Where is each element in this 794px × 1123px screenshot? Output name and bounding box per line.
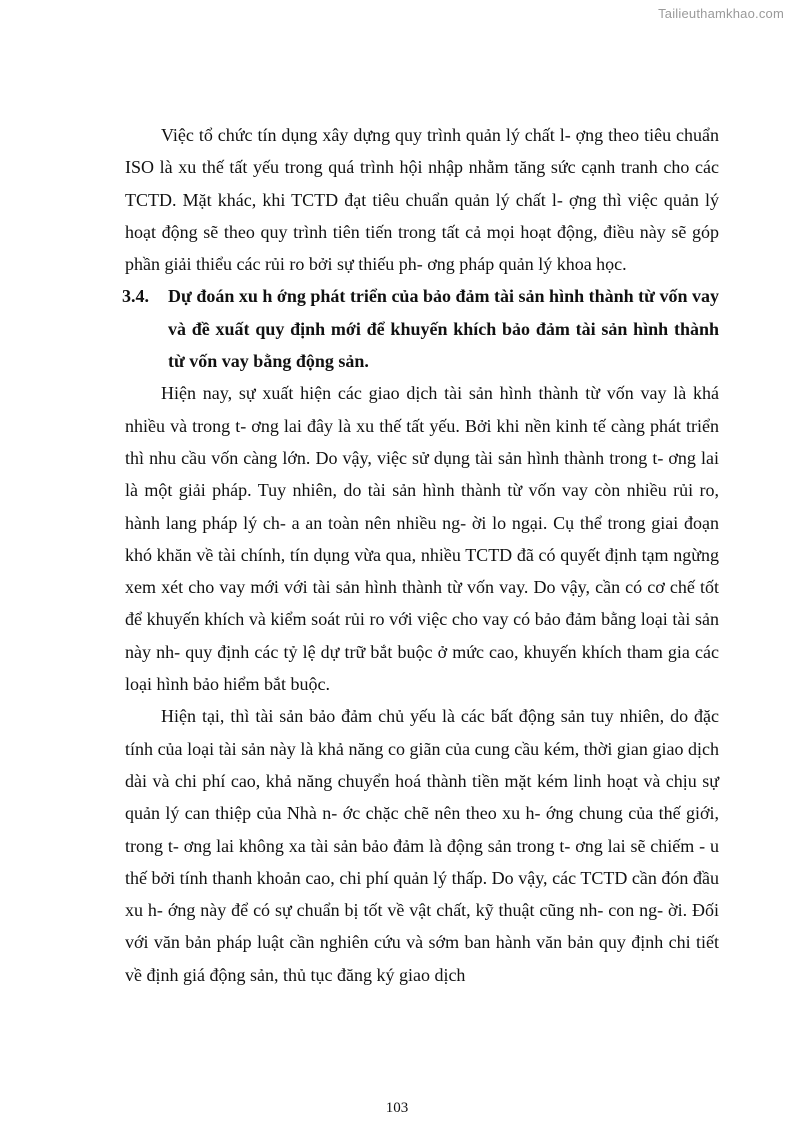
paragraph-iso-standard: Việc tổ chức tín dụng xây dựng quy trình quản lý chất l- ợng theo tiêu chuẩn ISO là xu thế tất yếu trong quá trình hội nhập nhằm tăng sức cạnh tranh cho các TCTD. Mặt khác, khi TCTD đạt tiêu chuẩn quản lý chất l- ợng thì việc quản lý hoạt động sẽ theo quy trình tiên tiến trong tất cả mọi hoạt động, điều này sẽ góp phần giải thiểu các rủi ro bởi sự thiếu ph- ơng pháp quản lý khoa học.: [125, 125, 719, 275]
section-number: 3.4.: [122, 286, 149, 307]
page-number: 103: [385, 1100, 409, 1116]
paragraph-movable-assets: Hiện tại, thì tài sản bảo đảm chủ yếu là các bất động sản tuy nhiên, do đặc tính của loại tài sản này là khả năng co giãn của cung cầu kém, thời gian giao dịch dài và chi phí cao, khả năng chuyển hoá thành tiền mặt kém linh hoạt và chịu sự quản lý can thiệp của Nhà n- ớc chặc chẽ nên theo xu h- ớng chung của thế giới, trong t- ơng lai không xa tài sản bảo đảm là động sản trong t- ơng lai sẽ chiếm - u thế bởi tính thanh khoản cao, chi phí quản lý thấp. Do vậy, các TCTD cần đón đầu xu h- ớng này để có sự chuẩn bị tốt về vật chất, kỹ thuật cũng nh- con ng- ời. Đối với văn bản pháp luật cần nghiên cứu và sớm ban hành văn bản quy định chi tiết về định giá động sản, thủ tục đăng ký giao dịch: [125, 706, 719, 985]
watermark: Tailieuthamkhao.com: [658, 6, 784, 21]
document-body: [122, 119, 719, 991]
paragraph-current-transactions: Hiện nay, sự xuất hiện các giao dịch tài sản hình thành từ vốn vay là khá nhiều và trong t- ơng lai đây là xu thế tất yếu. Bởi khi nền kinh tế càng phát triển thì nhu cầu vốn càng lớn. Do vậy, việc sử dụng tài sản hình thành trong t- ơng lai là một giải pháp. Tuy nhiên, do tài sản hình thành từ vốn vay còn nhiều rủi ro, hành lang pháp lý ch- a an toàn nên nhiều ng- ời lo ngại. Cụ thể trong giai đoạn khó khăn về tài chính, tín dụng vừa qua, nhiều TCTD đã có quyết định tạm ngừng xem xét cho vay mới với tài sản hình thành từ vốn vay. Do vậy, cần có cơ chế tốt để khuyến khích và kiểm soát rủi ro với việc cho vay có bảo đảm bằng loại tài sản này nh- quy định các tỷ lệ dự trữ bắt buộc ở mức cao, khuyến khích tham gia các loại hình bảo hiểm bắt buộc.: [125, 383, 719, 695]
section-title: Dự đoán xu h ớng phát triển của bảo đảm tài sản hình thành từ vốn vay và đề xuất quy định mới để khuyến khích bảo đảm tài sản hình thành từ vốn vay bằng động sản.: [168, 286, 719, 372]
section-heading: [122, 280, 719, 377]
